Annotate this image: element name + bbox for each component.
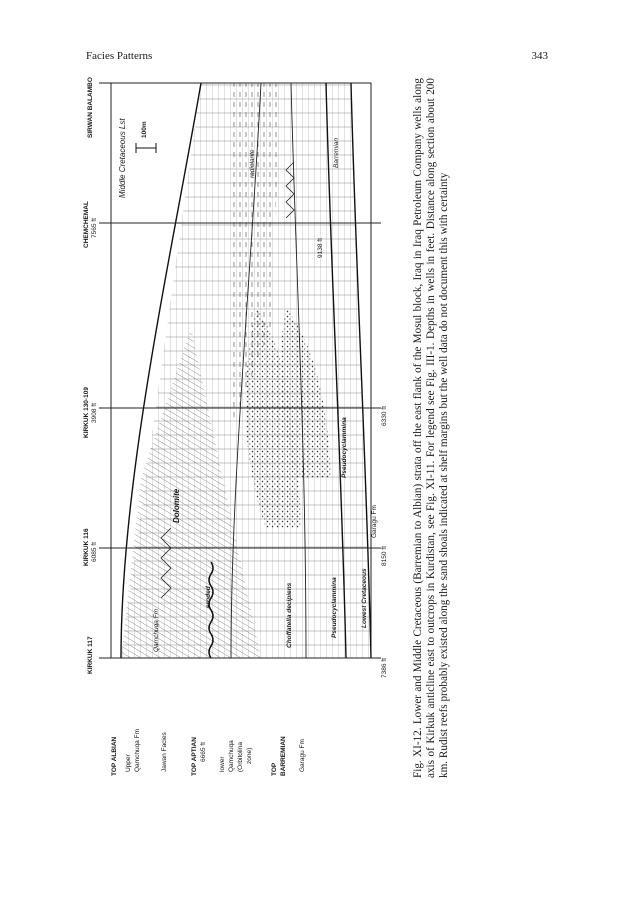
strat-label: lower <box>219 756 226 772</box>
strat-label: 6665 ft <box>200 742 207 762</box>
strat-label: TOP ALBIAN <box>111 736 118 776</box>
bottom-depth: 6330 ft <box>381 406 388 426</box>
facies-label: Lowest Cretaceous <box>361 568 368 628</box>
bottom-depth: 7386 ft <box>381 658 388 678</box>
well-name: KIRKUK 116 <box>83 528 90 566</box>
page-header <box>86 50 548 66</box>
well-name: KIRKUK 130-109 <box>83 387 90 438</box>
strat-label: zone) <box>246 747 253 764</box>
strat-label: Qamchuqa Fm <box>134 729 141 772</box>
strat-label: TOP APTIAN <box>191 737 198 776</box>
facies-label: Middle Cretaceous Lst <box>118 118 127 198</box>
facies-label: radiolarite <box>249 149 256 178</box>
strat-label: Garagu Fm <box>299 739 306 772</box>
facies-label: Pseudocyclammina <box>331 577 338 638</box>
running-head: Facies Patterns <box>86 50 153 62</box>
facies-label: Pseudocyclammina <box>341 417 348 478</box>
facies-label: Garagu Fm <box>371 505 378 538</box>
facies-label: Barremian <box>333 138 340 168</box>
strat-label: BARREMIAN <box>280 736 287 776</box>
strat-label: Jawan Facies <box>161 732 168 772</box>
well-name: SIRWAN BALAMBO <box>87 77 94 138</box>
page-number: 343 <box>531 50 548 62</box>
bottom-depth: 8150 ft <box>381 546 388 566</box>
bottom-depth: 9138 ft <box>317 238 324 258</box>
strat-label: (Orbitolina <box>237 742 244 772</box>
figure-caption: Fig. XI-12. Lower and Middle Cretaceous (Barremian to Albian) strata off the east flank of the Mosul block, Iraq in Iraq Petroleum Company wells along axis of Kirkuk anticline east to outcrops in Kurdistan, see Fig. XI-11. For legend see Fig. III-1. Depths in wells in feet. Distance along section about 200 km. Rudist reefs probably existed along the sand shoals indicated at shelf margins but the well data do not document this with certainty <box>412 78 451 778</box>
well-depth: 6085 ft <box>91 542 98 562</box>
strat-label: TOP <box>271 762 278 776</box>
strat-label: Upper <box>125 754 132 772</box>
rotated-figure-block <box>81 78 471 778</box>
strat-label: Qamchuqa <box>228 740 235 772</box>
cross-section-figure <box>81 78 401 778</box>
well-depth: 7565 ft <box>91 218 98 238</box>
facies-label: eroded <box>205 586 212 608</box>
well-depth: 3908 ft <box>91 403 98 423</box>
facies-label: Qamchuqa Fm <box>153 609 160 652</box>
cross-section-drawing <box>81 78 401 778</box>
facies-label: Dolomite <box>172 488 181 523</box>
well-name: KIRKUK 117 <box>87 636 94 674</box>
scale-label: 100m <box>141 121 148 138</box>
facies-label: Choffatella decipiens <box>286 582 293 648</box>
well-name: CHEMCHEMAL <box>83 201 90 248</box>
